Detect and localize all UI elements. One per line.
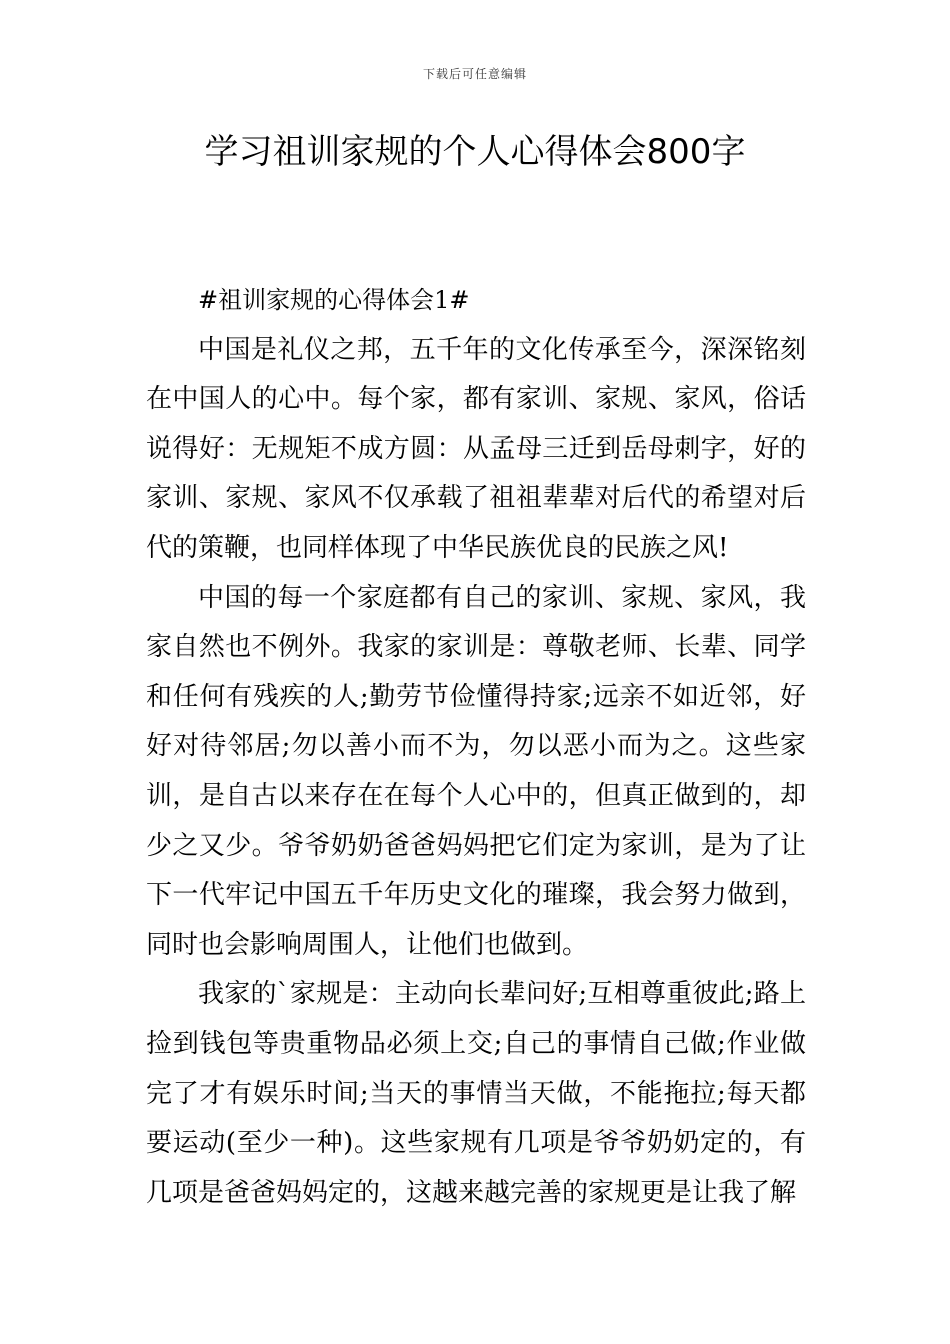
section-heading: #祖训家规的心得体会1# [198, 286, 470, 314]
paragraph-3: 我家的`家规是：主动向长辈问好;互相尊重彼此;路上捡到钱包等贵重物品必须上交;自己的事情自己做;作业做完了才有娱乐时间;当天的事情当天做，不能拖拉;每天都要运动(至少一种)。这些家规有几项是爷爷奶奶定的，有几项是爸爸妈妈定的，这越来越完善的家规更是让我了解 [146, 979, 806, 1208]
paragraph-1: 中国是礼仪之邦，五千年的文化传承至今，深深铭刻在中国人的心中。每个家，都有家训、家规、家风，俗话说得好：无规矩不成方圆：从孟母三迁到岳母刺字，好的家训、家规、家风不仅承载了祖祖辈辈对后代的希望对后代的策鞭，也同样体现了中华民族优良的民族之风! [146, 334, 806, 563]
document-body [146, 276, 806, 1218]
paragraph-2: 中国的每一个家庭都有自己的家训、家规、家风，我家自然也不例外。我家的家训是：尊敬老师、长辈、同学和任何有残疾的人;勤劳节俭懂得持家;远亲不如近邻，好好对待邻居;勿以善小而不为，勿以恶小而为之。这些家训，是自古以来存在在每个人心中的，但真正做到的，却少之又少。爷爷奶奶爸爸妈妈把它们定为家训，是为了让下一代牢记中国五千年历史文化的璀璨，我会努力做到，同时也会影响周围人，让他们也做到。 [146, 582, 806, 960]
header-note: 下载后可任意编辑 [422, 67, 527, 81]
document-title: 学习祖训家规的个人心得体会800字 [204, 132, 746, 172]
